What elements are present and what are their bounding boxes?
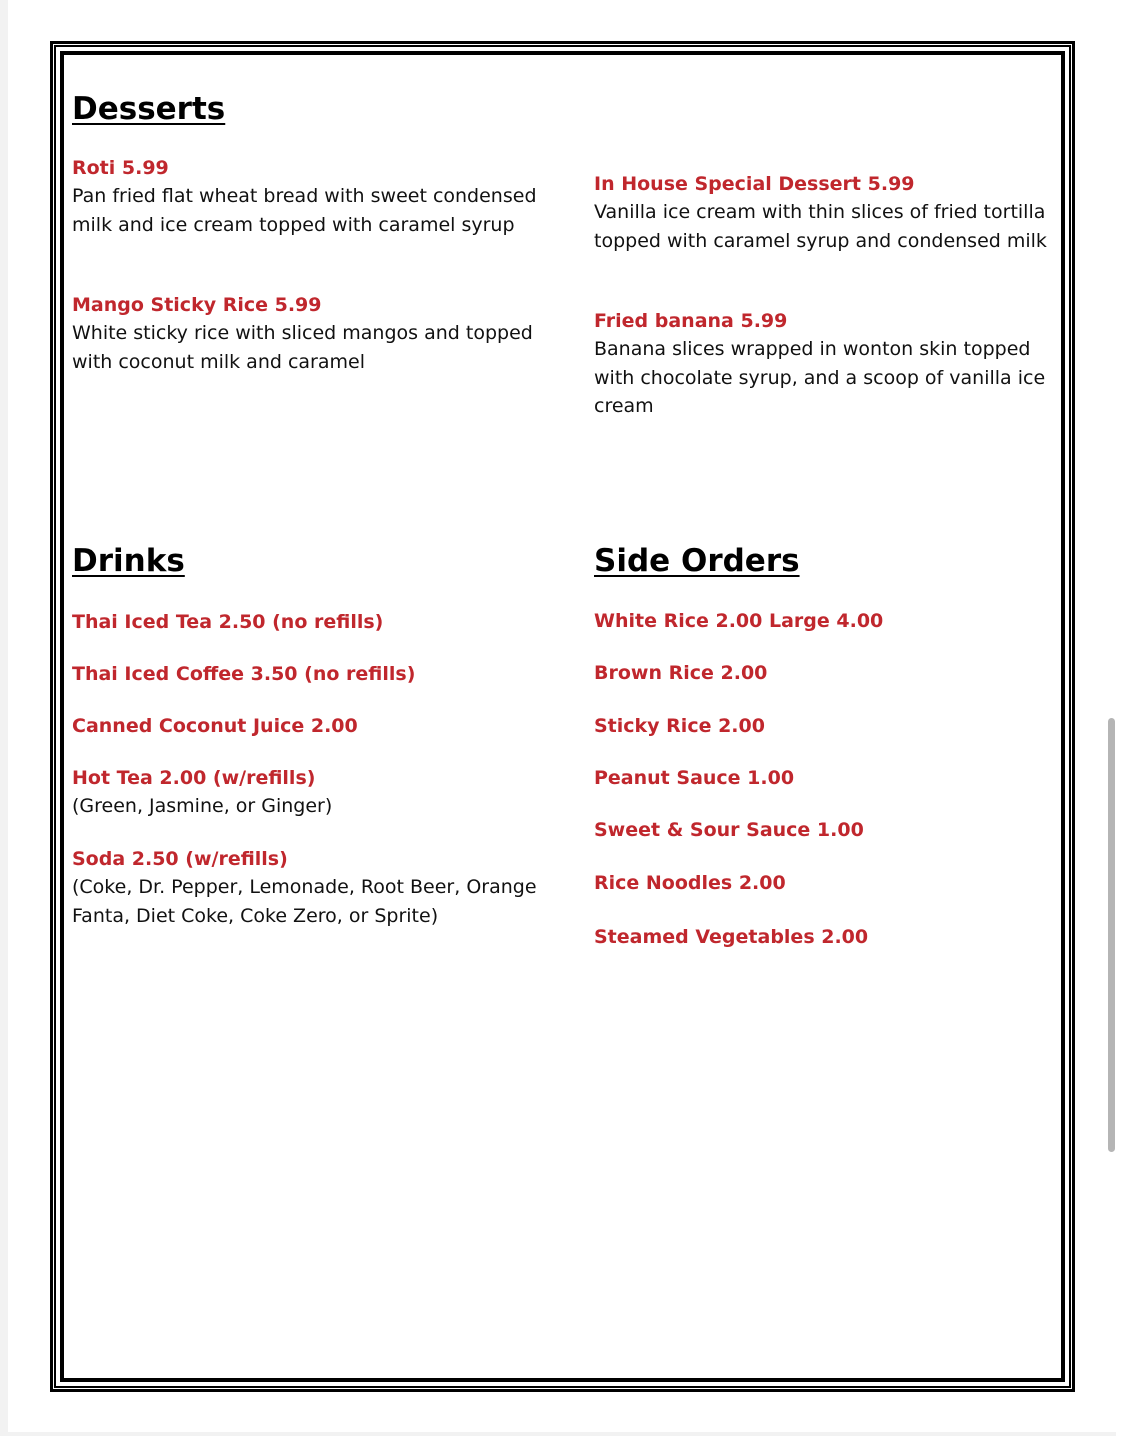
drink-item-coconut-juice (72, 712, 542, 740)
drink-item-thai-iced-tea (72, 608, 542, 636)
side-item-title: Rice Noodles 2.00 (594, 872, 786, 894)
drink-item-soda (72, 845, 552, 930)
side-item-rice-noodles (594, 869, 1054, 897)
dessert-item-desc: Vanilla ice cream with thin slices of fried tortilla topped with caramel syrup and condensed milk (594, 201, 1047, 252)
dessert-item-title: Roti 5.99 (72, 157, 169, 179)
side-item-white-rice (594, 607, 1054, 635)
side-orders-heading: Side Orders (594, 543, 800, 579)
side-item-title: Sticky Rice 2.00 (594, 715, 765, 737)
dessert-item-desc: White sticky rice with sliced mangos and topped with coconut milk and caramel (72, 322, 533, 373)
side-item-steamed-vegetables (594, 923, 1054, 951)
side-item-sticky-rice (594, 712, 1054, 740)
drink-item-title: Soda 2.50 (w/refills) (72, 848, 288, 870)
dessert-item-desc: Pan fried flat wheat bread with sweet condensed milk and ice cream topped with caramel syrup (72, 185, 537, 236)
drink-item-title: Hot Tea 2.00 (w/refills) (72, 767, 316, 789)
dessert-item-title: Mango Sticky Rice 5.99 (72, 294, 322, 316)
scrollbar-thumb[interactable] (1108, 718, 1115, 1152)
dessert-item-in-house-special (594, 170, 1054, 255)
desserts-heading: Desserts (72, 91, 226, 127)
drink-item-desc: (Green, Jasmine, or Ginger) (72, 795, 333, 817)
side-item-peanut-sauce (594, 764, 1054, 792)
side-item-title: Peanut Sauce 1.00 (594, 767, 795, 789)
dessert-item-desc: Banana slices wrapped in wonton skin topped with chocolate syrup, and a scoop of vanilla ice cream (594, 338, 1046, 417)
side-item-sweet-sour-sauce (594, 816, 1054, 844)
drink-item-hot-tea (72, 764, 542, 821)
drink-item-desc: (Coke, Dr. Pepper, Lemonade, Root Beer, Orange Fanta, Diet Coke, Coke Zero, or Sprite) (72, 876, 537, 927)
drink-item-title: Thai Iced Tea 2.50 (no refills) (72, 611, 384, 633)
drinks-heading: Drinks (72, 543, 185, 579)
scrollbar-track[interactable] (1116, 0, 1125, 1436)
drink-item-title: Thai Iced Coffee 3.50 (no refills) (72, 663, 416, 685)
dessert-item-fried-banana (594, 307, 1054, 421)
drink-item-thai-iced-coffee (72, 660, 542, 688)
side-item-title: White Rice 2.00 Large 4.00 (594, 610, 884, 632)
dessert-item-mango-sticky-rice (72, 291, 542, 376)
drink-item-title: Canned Coconut Juice 2.00 (72, 715, 358, 737)
side-item-title: Sweet & Sour Sauce 1.00 (594, 819, 864, 841)
side-item-brown-rice (594, 659, 1054, 687)
side-item-title: Steamed Vegetables 2.00 (594, 926, 869, 948)
dessert-item-roti (72, 154, 542, 239)
dessert-item-title: Fried banana 5.99 (594, 310, 788, 332)
dessert-item-title: In House Special Dessert 5.99 (594, 173, 915, 195)
side-item-title: Brown Rice 2.00 (594, 662, 768, 684)
